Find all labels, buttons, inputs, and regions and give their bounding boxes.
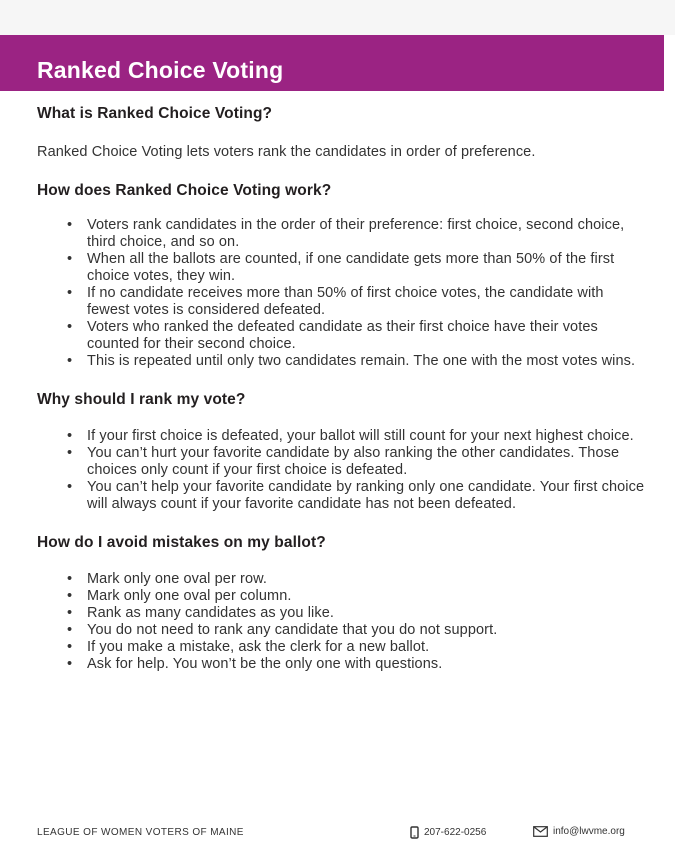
list-item: • Ask for help. You won’t be the only one with questions. [37,656,647,673]
top-strip [0,0,675,35]
footer-email-address[interactable]: info@lwvme.org [553,826,625,837]
list-item: • You can’t help your favorite candidate by ranking only one candidate. Your first choice will always count if your favorite candidate has not been defeated. [37,479,647,513]
footer-email[interactable] [533,826,625,837]
section-heading-how-works: How does Ranked Choice Voting work? [37,182,332,199]
list-item: • Mark only one oval per row. [37,571,647,588]
list-item: • Rank as many candidates as you like. [37,605,647,622]
bullet-list-avoid-mistakes [37,571,647,673]
footer-phone [410,826,486,839]
bullet-list-how-works [37,217,647,370]
list-item: • This is repeated until only two candidates remain. The one with the most votes wins. [37,353,647,370]
bullet-list-why-rank [37,428,647,513]
list-item: • You do not need to rank any candidate that you do not support. [37,622,647,639]
title-banner [0,35,664,91]
footer [37,826,641,842]
footer-phone-number: 207-622-0256 [424,827,487,838]
list-item: • When all the ballots are counted, if one candidate gets more than 50% of the first choice votes, they win. [37,251,647,285]
envelope-icon [533,826,548,837]
list-item: • If your first choice is defeated, your ballot will still count for your next highest choice. [37,428,647,445]
list-item: • Voters rank candidates in the order of their preference: first choice, second choice, third choice, and so on. [37,217,647,251]
section-heading-what: What is Ranked Choice Voting? [37,105,273,122]
list-item: • Voters who ranked the defeated candidate as their first choice have their votes counted for their second choice. [37,319,647,353]
section-paragraph-what: Ranked Choice Voting lets voters rank the candidates in order of preference. [37,144,536,160]
footer-org-name: LEAGUE OF WOMEN VOTERS OF MAINE [37,827,244,838]
document-body [37,104,647,673]
section-heading-why-rank: Why should I rank my vote? [37,391,246,408]
list-item: • If you make a mistake, ask the clerk for a new ballot. [37,639,647,656]
page-title: Ranked Choice Voting [37,57,284,83]
section-heading-avoid-mistakes: How do I avoid mistakes on my ballot? [37,534,326,551]
list-item: • If no candidate receives more than 50% of first choice votes, the candidate with fewest votes is considered defeated. [37,285,647,319]
phone-icon [410,826,419,839]
list-item: • You can’t hurt your favorite candidate by also ranking the other candidates. Those choices only count if your first choice is defeated. [37,445,647,479]
list-item: • Mark only one oval per column. [37,588,647,605]
